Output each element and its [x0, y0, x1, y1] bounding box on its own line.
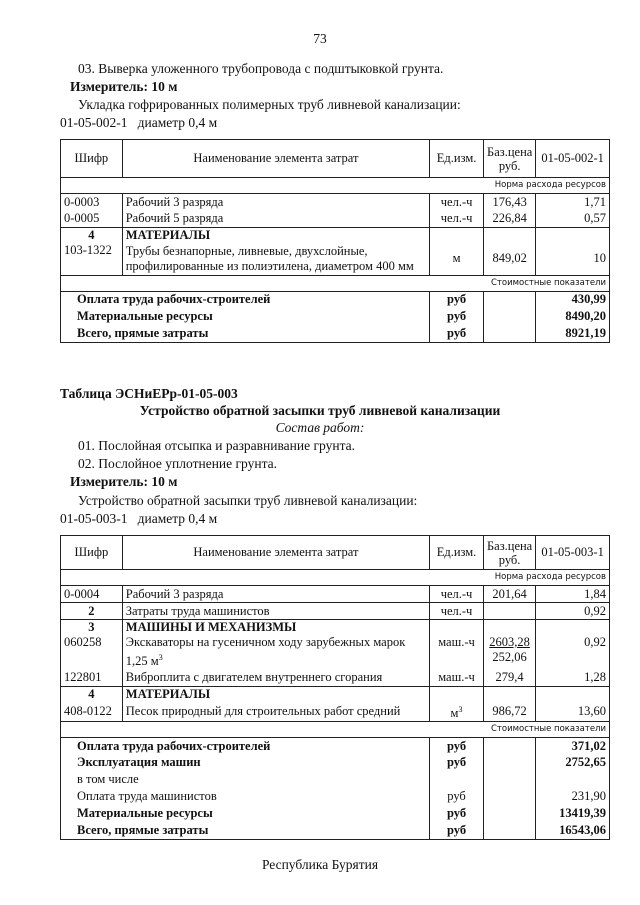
total-row: Всего, прямые затраты руб 8921,19 — [61, 325, 610, 342]
code-line-2: 01-05-003-1 диаметр 0,4 м — [60, 511, 218, 526]
total-row: Оплата труда рабочих-строителей руб 371,02 — [61, 737, 610, 754]
total-row: Материальные ресурсы руб 8490,20 — [61, 308, 610, 325]
cost-table-2 — [60, 535, 610, 840]
page-number: 73 — [313, 31, 327, 46]
table-row: 060258 Экскаваторы на гусеничном ходу зарубежных марок 1,25 $м^3$ маш.-ч 2603,28 252,06 0,92 — [61, 635, 610, 669]
table-row: 4 МАТЕРИАЛЫ — [61, 686, 610, 702]
table-row: 0-0005 Рабочий 5 разряда чел.-ч 226,84 0,57 — [61, 211, 610, 228]
work-description: Укладка гофрированных полимерных труб ливневой канализации: — [78, 97, 461, 112]
total-row: Эксплуатация машин руб 2752,65 — [61, 754, 610, 771]
table-row: 4 МАТЕРИАЛЫ — [61, 228, 610, 244]
cost-label: Стоимостные показатели — [484, 275, 610, 291]
header-name: Наименование элемента затрат — [122, 140, 429, 178]
table-row: 0-0003 Рабочий 3 разряда чел.-ч 176,43 1,71 — [61, 194, 610, 211]
header-code: Шифр — [61, 140, 123, 178]
header-unit: Ед.изм. — [430, 140, 484, 178]
header-price: Баз.цена руб. — [484, 140, 536, 178]
cost-label: Стоимостные показатели — [483, 721, 609, 737]
section-heading: Устройство обратной засыпки труб ливневой канализации — [139, 403, 501, 418]
header-unit: Ед.изм. — [430, 536, 484, 570]
meter-text-2: Измеритель: 10 м — [70, 474, 178, 489]
header-norm: 01-05-003-1 — [536, 536, 610, 570]
work-description-2: Устройство обратной засыпки труб ливневой канализации: — [78, 493, 418, 508]
total-row: Материальные ресурсы руб 13419,39 — [61, 805, 610, 822]
header-code: Шифр — [61, 536, 123, 570]
total-row: Оплата труда машинистов руб 231,90 — [61, 788, 610, 805]
work-item-text: 03. Выверка уложенного трубопровода с подштыковкой грунта. — [78, 61, 444, 76]
total-row: Оплата труда рабочих-строителей руб 430,99 — [61, 291, 610, 308]
code-line: 01-05-002-1 диаметр 0,4 м — [60, 115, 218, 130]
cost-table-1 — [60, 139, 610, 343]
total-row: в том числе — [61, 771, 610, 788]
norm-label: Норма расхода ресурсов — [483, 570, 609, 586]
composition-label: Состав работ: — [275, 420, 365, 435]
table-row: 122801 Виброплита с двигателем внутреннего сгорания маш.-ч 279,4 1,28 — [61, 669, 610, 686]
header-price: Баз.цена руб. — [483, 536, 535, 570]
table-row: 2 Затраты труда машинистов чел.-ч 0,92 — [61, 603, 610, 620]
table-row: 408-0122 Песок природный для строительных работ средний $м^3$ 986,72 13,60 — [61, 702, 610, 722]
total-row: Всего, прямые затраты руб 16543,06 — [61, 822, 610, 839]
meter-text: Измеритель: 10 м — [70, 79, 178, 94]
header-norm: 01-05-002-1 — [536, 140, 610, 178]
table-row: 103-1322 Трубы безнапорные, ливневые, двухслойные, профилированные из полиэтилена, диаметром 400 мм м 849,02 10 — [61, 243, 610, 275]
norm-label: Норма расхода ресурсов — [484, 178, 610, 194]
table-title: Таблица ЭСНиЕРр-01-05-003 — [60, 386, 238, 401]
table-row: 3 МАШИНЫ И МЕХАНИЗМЫ — [61, 620, 610, 636]
step-2: 02. Послойное уплотнение грунта. — [78, 456, 278, 471]
header-name: Наименование элемента затрат — [122, 536, 429, 570]
footer-region: Республика Бурятия — [261, 857, 379, 872]
table-row: 0-0004 Рабочий 3 разряда чел.-ч 201,64 1,84 — [61, 586, 610, 603]
step-1: 01. Послойная отсыпка и разравнивание грунта. — [78, 438, 355, 453]
